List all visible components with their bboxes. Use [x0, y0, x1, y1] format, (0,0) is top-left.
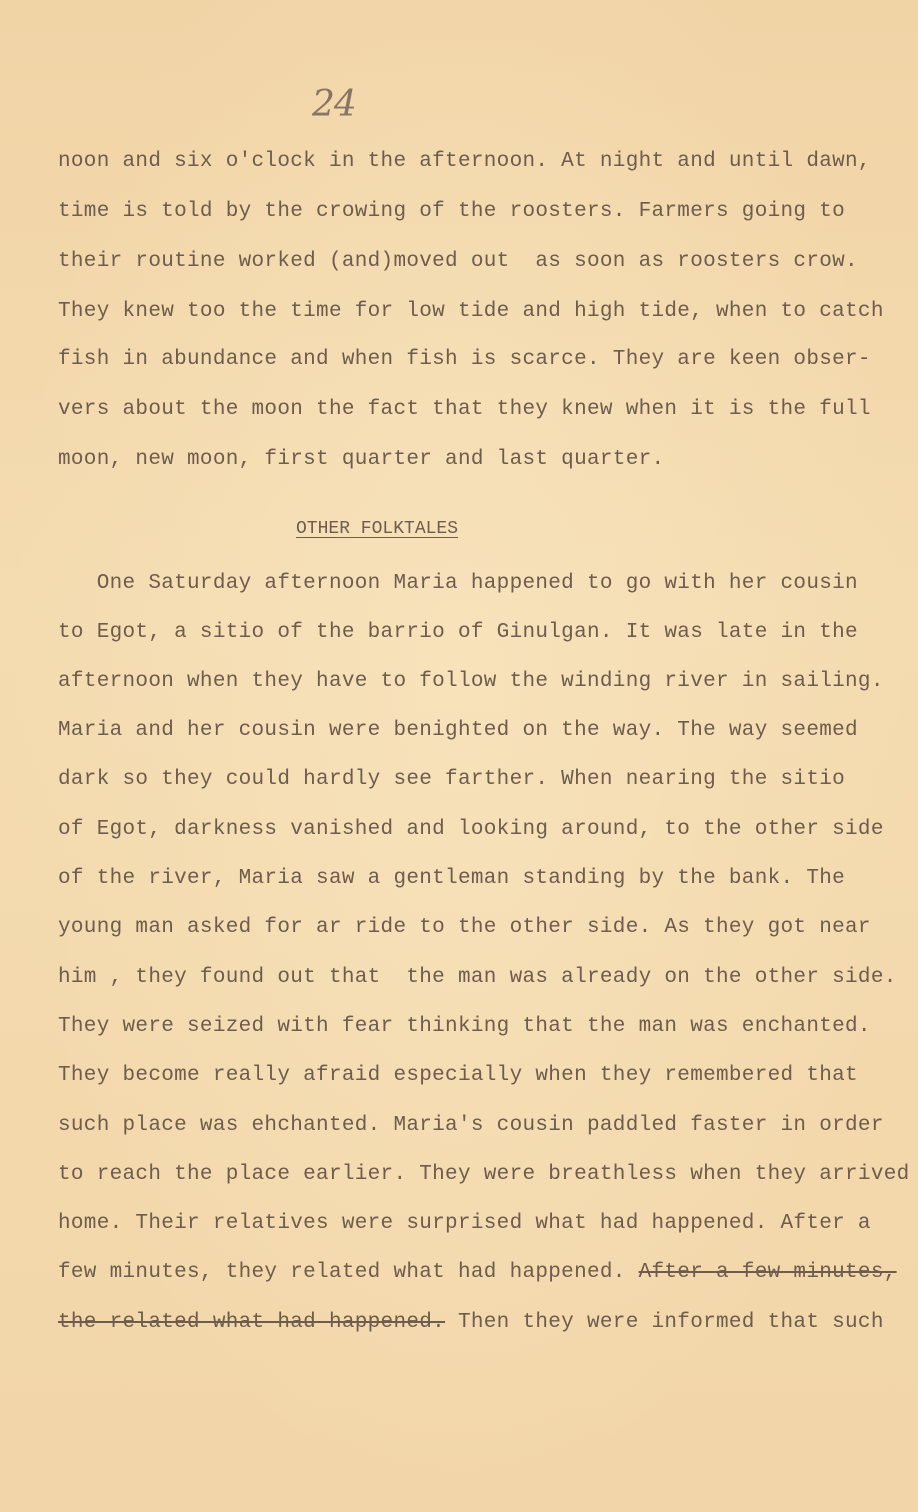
- paragraph-line: They become really afraid especially when they remembered that: [58, 1064, 858, 1087]
- paragraph-line: home. Their relatives were surprised what had happened. After a: [58, 1212, 871, 1235]
- paragraph-line: of Egot, darkness vanished and looking around, to the other side: [58, 818, 884, 841]
- paragraph-line: to Egot, a sitio of the barrio of Ginulgan. It was late in the: [58, 621, 858, 644]
- paragraph-line: noon and six o'clock in the afternoon. At night and until dawn,: [58, 150, 871, 173]
- line-text: Then they were informed that such: [445, 1311, 884, 1334]
- struck-text: After a few minutes,: [638, 1261, 897, 1284]
- struck-text: the related what had happened.: [58, 1311, 446, 1334]
- paragraph-line: vers about the moon the fact that they knew when it is the full: [58, 398, 871, 421]
- paragraph-line: They knew too the time for low tide and high tide, when to catch: [58, 300, 884, 323]
- paragraph-line: of the river, Maria saw a gentleman standing by the bank. The: [58, 867, 846, 890]
- paragraph-line: such place was ehchanted. Maria's cousin paddled faster in order: [58, 1114, 884, 1137]
- line-text: few minutes, they related what had happened.: [58, 1261, 639, 1284]
- paragraph-line: their routine worked (and)moved out as soon as roosters crow.: [58, 250, 858, 273]
- paragraph-line: fish in abundance and when fish is scarce. They are keen obser-: [58, 348, 871, 371]
- paragraph-line: to reach the place earlier. They were breathless when they arrived: [58, 1163, 910, 1186]
- paragraph-line: afternoon when they have to follow the winding river in sailing.: [58, 670, 884, 693]
- page-number: 24: [312, 84, 356, 125]
- section-heading: OTHER FOLKTALES: [296, 519, 459, 539]
- paragraph-line: Maria and her cousin were benighted on the way. The way seemed: [58, 719, 858, 742]
- paragraph-line: They were seized with fear thinking that the man was enchanted.: [58, 1015, 871, 1038]
- paragraph-line: him , they found out that the man was already on the other side.: [58, 966, 897, 989]
- paragraph-line: time is told by the crowing of the roosters. Farmers going to: [58, 200, 846, 223]
- paragraph-line: [58, 1311, 884, 1334]
- paragraph-line: dark so they could hardly see farther. When nearing the sitio: [58, 768, 846, 791]
- paragraph-line: moon, new moon, first quarter and last quarter.: [58, 448, 665, 471]
- paragraph-line: [58, 1261, 897, 1284]
- paragraph-line: young man asked for ar ride to the other side. As they got near: [58, 916, 871, 939]
- paragraph-line: One Saturday afternoon Maria happened to go with her cousin: [58, 572, 858, 595]
